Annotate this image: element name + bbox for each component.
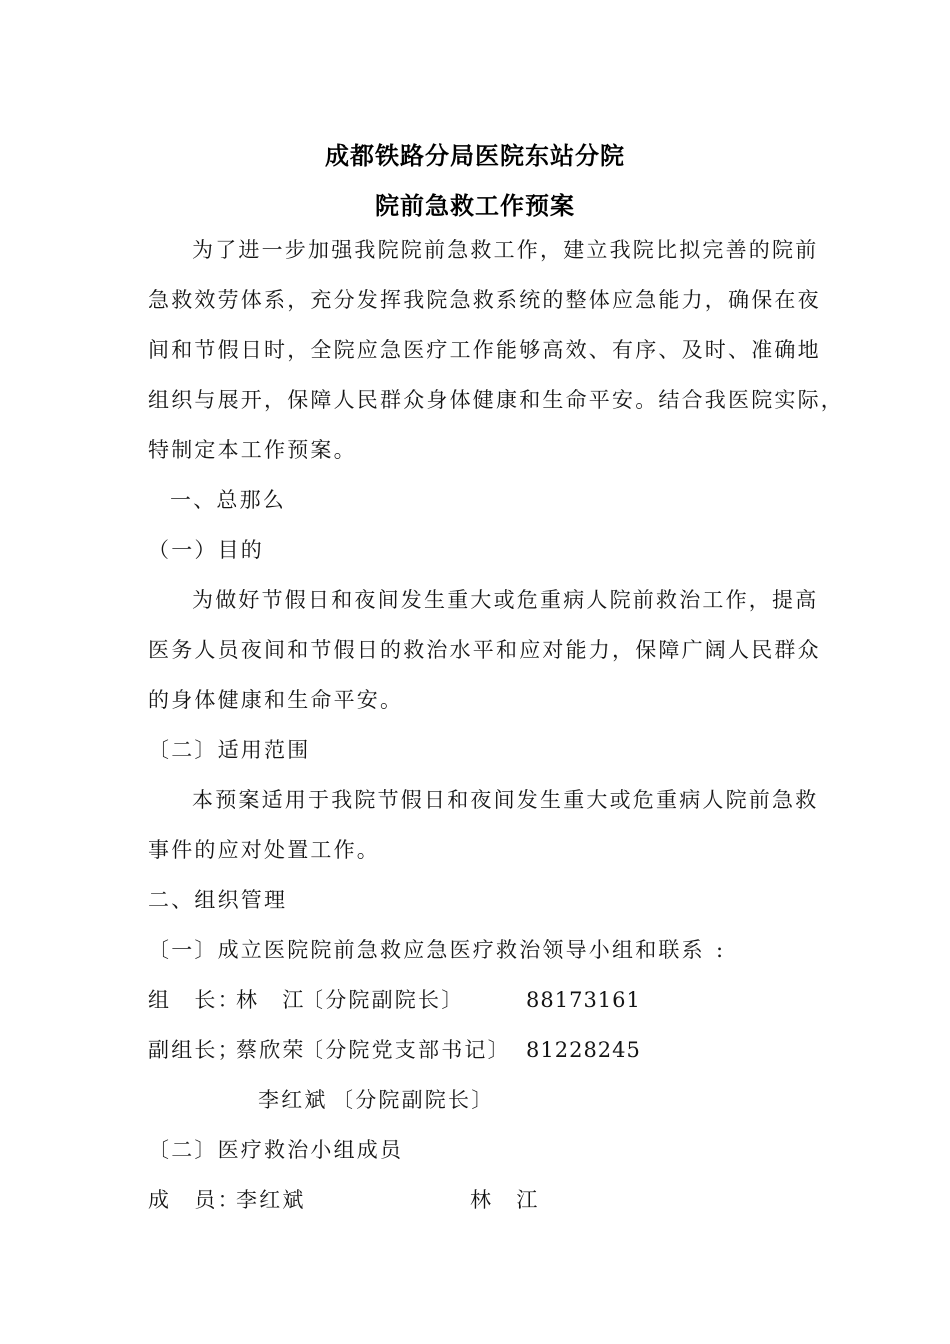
deputy1-phone: 81228245	[526, 1038, 641, 1062]
intro-line-1: 为了进一步加强我院院前急救工作，建立我院比拟完善的院前	[192, 238, 819, 262]
intro-line-5: 特制定本工作预案。	[148, 438, 357, 462]
org-sub1-colon: :	[716, 938, 726, 962]
document-title-line2: 院前急救工作预案	[375, 192, 575, 220]
deputy2-name: 李红斌	[258, 1088, 328, 1112]
deputy1-name: 蔡欣荣	[236, 1038, 306, 1062]
deputy1-label: 副组长；	[148, 1038, 241, 1062]
section1-heading: 一、总那么	[170, 488, 286, 512]
members-label: 成 员：	[148, 1188, 241, 1212]
deputy2-role: 〔分院副院长〕	[332, 1088, 495, 1112]
sub1-heading: （一）目的	[148, 538, 264, 562]
sub2-body-line-2: 事件的应对处置工作。	[148, 838, 380, 862]
sub2-body-line-1: 本预案适用于我院节假日和夜间发生重大或危重病人院前急救	[192, 788, 819, 812]
leader-phone: 88173161	[526, 988, 641, 1012]
sub1-body-line-3: 的身体健康和生命平安。	[148, 688, 404, 712]
sub1-body-line-1: 为做好节假日和夜间发生重大或危重病人院前救治工作，提高	[192, 588, 819, 612]
sub2-heading: 〔二〕适用范围	[148, 738, 311, 762]
leader-name: 林 江	[236, 988, 306, 1012]
intro-line-2: 急救效劳体系，充分发挥我院急救系统的整体应急能力，确保在夜	[148, 288, 821, 312]
deputy1-role: 〔分院党支部书记〕	[302, 1038, 511, 1062]
member-name-2: 林 江	[470, 1188, 540, 1212]
sub1-body-line-2: 医务人员夜间和节假日的救治水平和应对能力，保障广阔人民群众	[148, 638, 821, 662]
intro-line-3: 间和节假日时，全院应急医疗工作能够高效、有序、及时、准确地	[148, 338, 821, 362]
org-sub2-heading: 〔二〕医疗救治小组成员	[148, 1138, 404, 1162]
leader-role: 〔分院副院长〕	[302, 988, 465, 1012]
document-title-line1: 成都铁路分局医院东站分院	[325, 142, 625, 170]
leader-label: 组 长：	[148, 988, 241, 1012]
intro-line-4: 组织与展开，保障人民群众身体健康和生命平安。结合我医院实际，	[148, 388, 844, 412]
member-name-1: 李红斌	[236, 1188, 306, 1212]
org-sub1-heading: 〔一〕成立医院院前急救应急医疗救治领导小组和联系	[148, 938, 705, 962]
section2-heading: 二、组织管理	[148, 888, 288, 912]
